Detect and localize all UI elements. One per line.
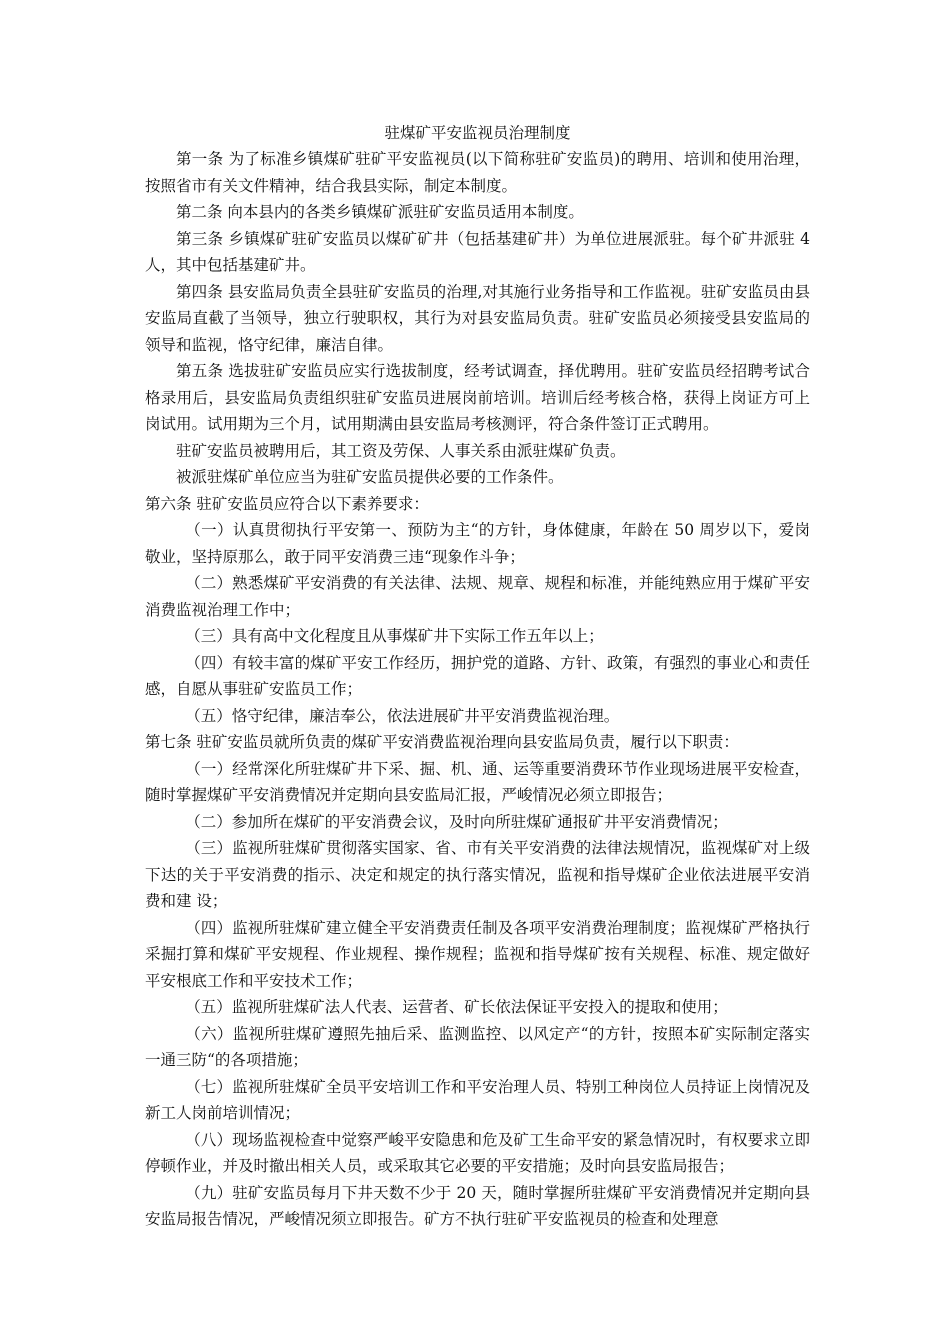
paragraph: 第二条 向本县内的各类乡镇煤矿派驻矿安监员适用本制度。 xyxy=(176,203,584,221)
document-title: 驻煤矿平安监视员治理制度 xyxy=(384,124,571,142)
paragraph: 第六条 驻矿安监员应符合以下素养要求： xyxy=(145,494,429,513)
paragraph: （五）监视所驻煤矿法人代表、运营者、矿长依法保证平安投入的提取和使用； xyxy=(185,998,728,1016)
paragraph: （七）监视所驻煤矿全员平安培训工作和平安治理人员、特别工种岗位人员持证上岗情况及新工人岗前培训情况； xyxy=(145,1077,810,1122)
document-body xyxy=(145,146,810,1233)
paragraph: 第四条 县安监局负责全县驻矿安监员的治理,对其施行业务指导和工作监视。驻矿安监员由县安监局直截了当领导，独立行驶职权，其行为对县安监局负责。驻矿安监员必须接受县安监局的领导和监视，恪守纪律，廉洁自律。 xyxy=(145,282,810,354)
paragraph: 被派驻煤矿单位应当为驻矿安监员提供必要的工作条件。 xyxy=(176,468,564,486)
paragraph: （八）现场监视检查中觉察严峻平安隐患和危及矿工生命平安的紧急情况时，有权要求立即停顿作业，并及时撤出相关人员，或采取其它必要的平安措施；及时向县安监局报告； xyxy=(145,1130,810,1175)
paragraph: 驻矿安监员被聘用后，其工资及劳保、人事关系由派驻煤矿负责。 xyxy=(176,441,626,460)
paragraph: （二）参加所在煤矿的平安消费会议，及时向所驻煤矿通报矿井平安消费情况； xyxy=(185,812,728,831)
paragraph: （二）熟悉煤矿平安消费的有关法律、法规、规章、规程和标准，并能纯熟应用于煤矿平安消费监视治理工作中； xyxy=(145,574,810,619)
paragraph: （四）有较丰富的煤矿平安工作经历，拥护党的道路、方针、政策，有强烈的事业心和责任感，自愿从事驻矿安监员工作； xyxy=(145,653,810,698)
paragraph: 第五条 选拔驻矿安监员应实行选拔制度，经考试调查，择优聘用。驻矿安监员经招聘考试合格录用后，县安监局负责组织驻矿安监员进展岗前培训。培训后经考核合格，获得上岗证方可上岗试用。试用期为三个月，试用期满由县安监局考核测评，符合条件签订正式聘用。 xyxy=(145,362,810,433)
paragraph: （三）具有高中文化程度且从事煤矿井下实际工作五年以上； xyxy=(185,627,604,645)
paragraph: 第七条 驻矿安监员就所负责的煤矿平安消费监视治理向县安监局负责，履行以下职责： xyxy=(145,733,739,751)
paragraph: （一）认真贯彻执行平安第一、预防为主“的方针，身体健康，年龄在 50 周岁以下，爱岗敬业，坚持原那么，敢于同平安消费三违“现象作斗争； xyxy=(145,521,810,566)
paragraph: 第一条 为了标准乡镇煤矿驻矿平安监视员(以下简称驻矿安监员)的聘用、培训和使用治理，按照省市有关文件精神，结合我县实际，制定本制度。 xyxy=(145,150,810,195)
paragraph: （三）监视所驻煤矿贯彻落实国家、省、市有关平安消费的法律法规情况，监视煤矿对上级下达的关于平安消费的指示、决定和规定的执行落实情况，监视和指导煤矿企业依法进展平安消费和建 设； xyxy=(145,839,810,910)
document-page xyxy=(145,120,810,1233)
paragraph: （一）经常深化所驻煤矿井下采、掘、机、通、运等重要消费环节作业现场进展平安检查，随时掌握煤矿平安消费情况并定期向县安监局汇报，严峻情况必须立即报告； xyxy=(145,759,810,804)
paragraph: （五）恪守纪律，廉洁奉公，依法进展矿井平安消费监视治理。 xyxy=(185,706,620,725)
paragraph: （九）驻矿安监员每月下井天数不少于 20 天，随时掌握所驻煤矿平安消费情况并定期向县安监局报告情况，严峻情况须立即报告。矿方不执行驻矿平安监视员的检查和处理意 xyxy=(145,1183,810,1228)
paragraph: （六）监视所驻煤矿遵照先抽后采、监测监控、以风定产“的方针，按照本矿实际制定落实一通三防“的各项措施； xyxy=(145,1024,810,1069)
paragraph: （四）监视所驻煤矿建立健全平安消费责任制及各项平安消费治理制度；监视煤矿严格执行采掘打算和煤矿平安规程、作业规程、操作规程；监视和指导煤矿按有关规程、标准、规定做好平安根底工作和平安技术工作； xyxy=(145,918,810,990)
paragraph: 第三条 乡镇煤矿驻矿安监员以煤矿矿井（包括基建矿井）为单位进展派驻。每个矿井派驻 4 人，其中包括基建矿井。 xyxy=(145,229,810,274)
